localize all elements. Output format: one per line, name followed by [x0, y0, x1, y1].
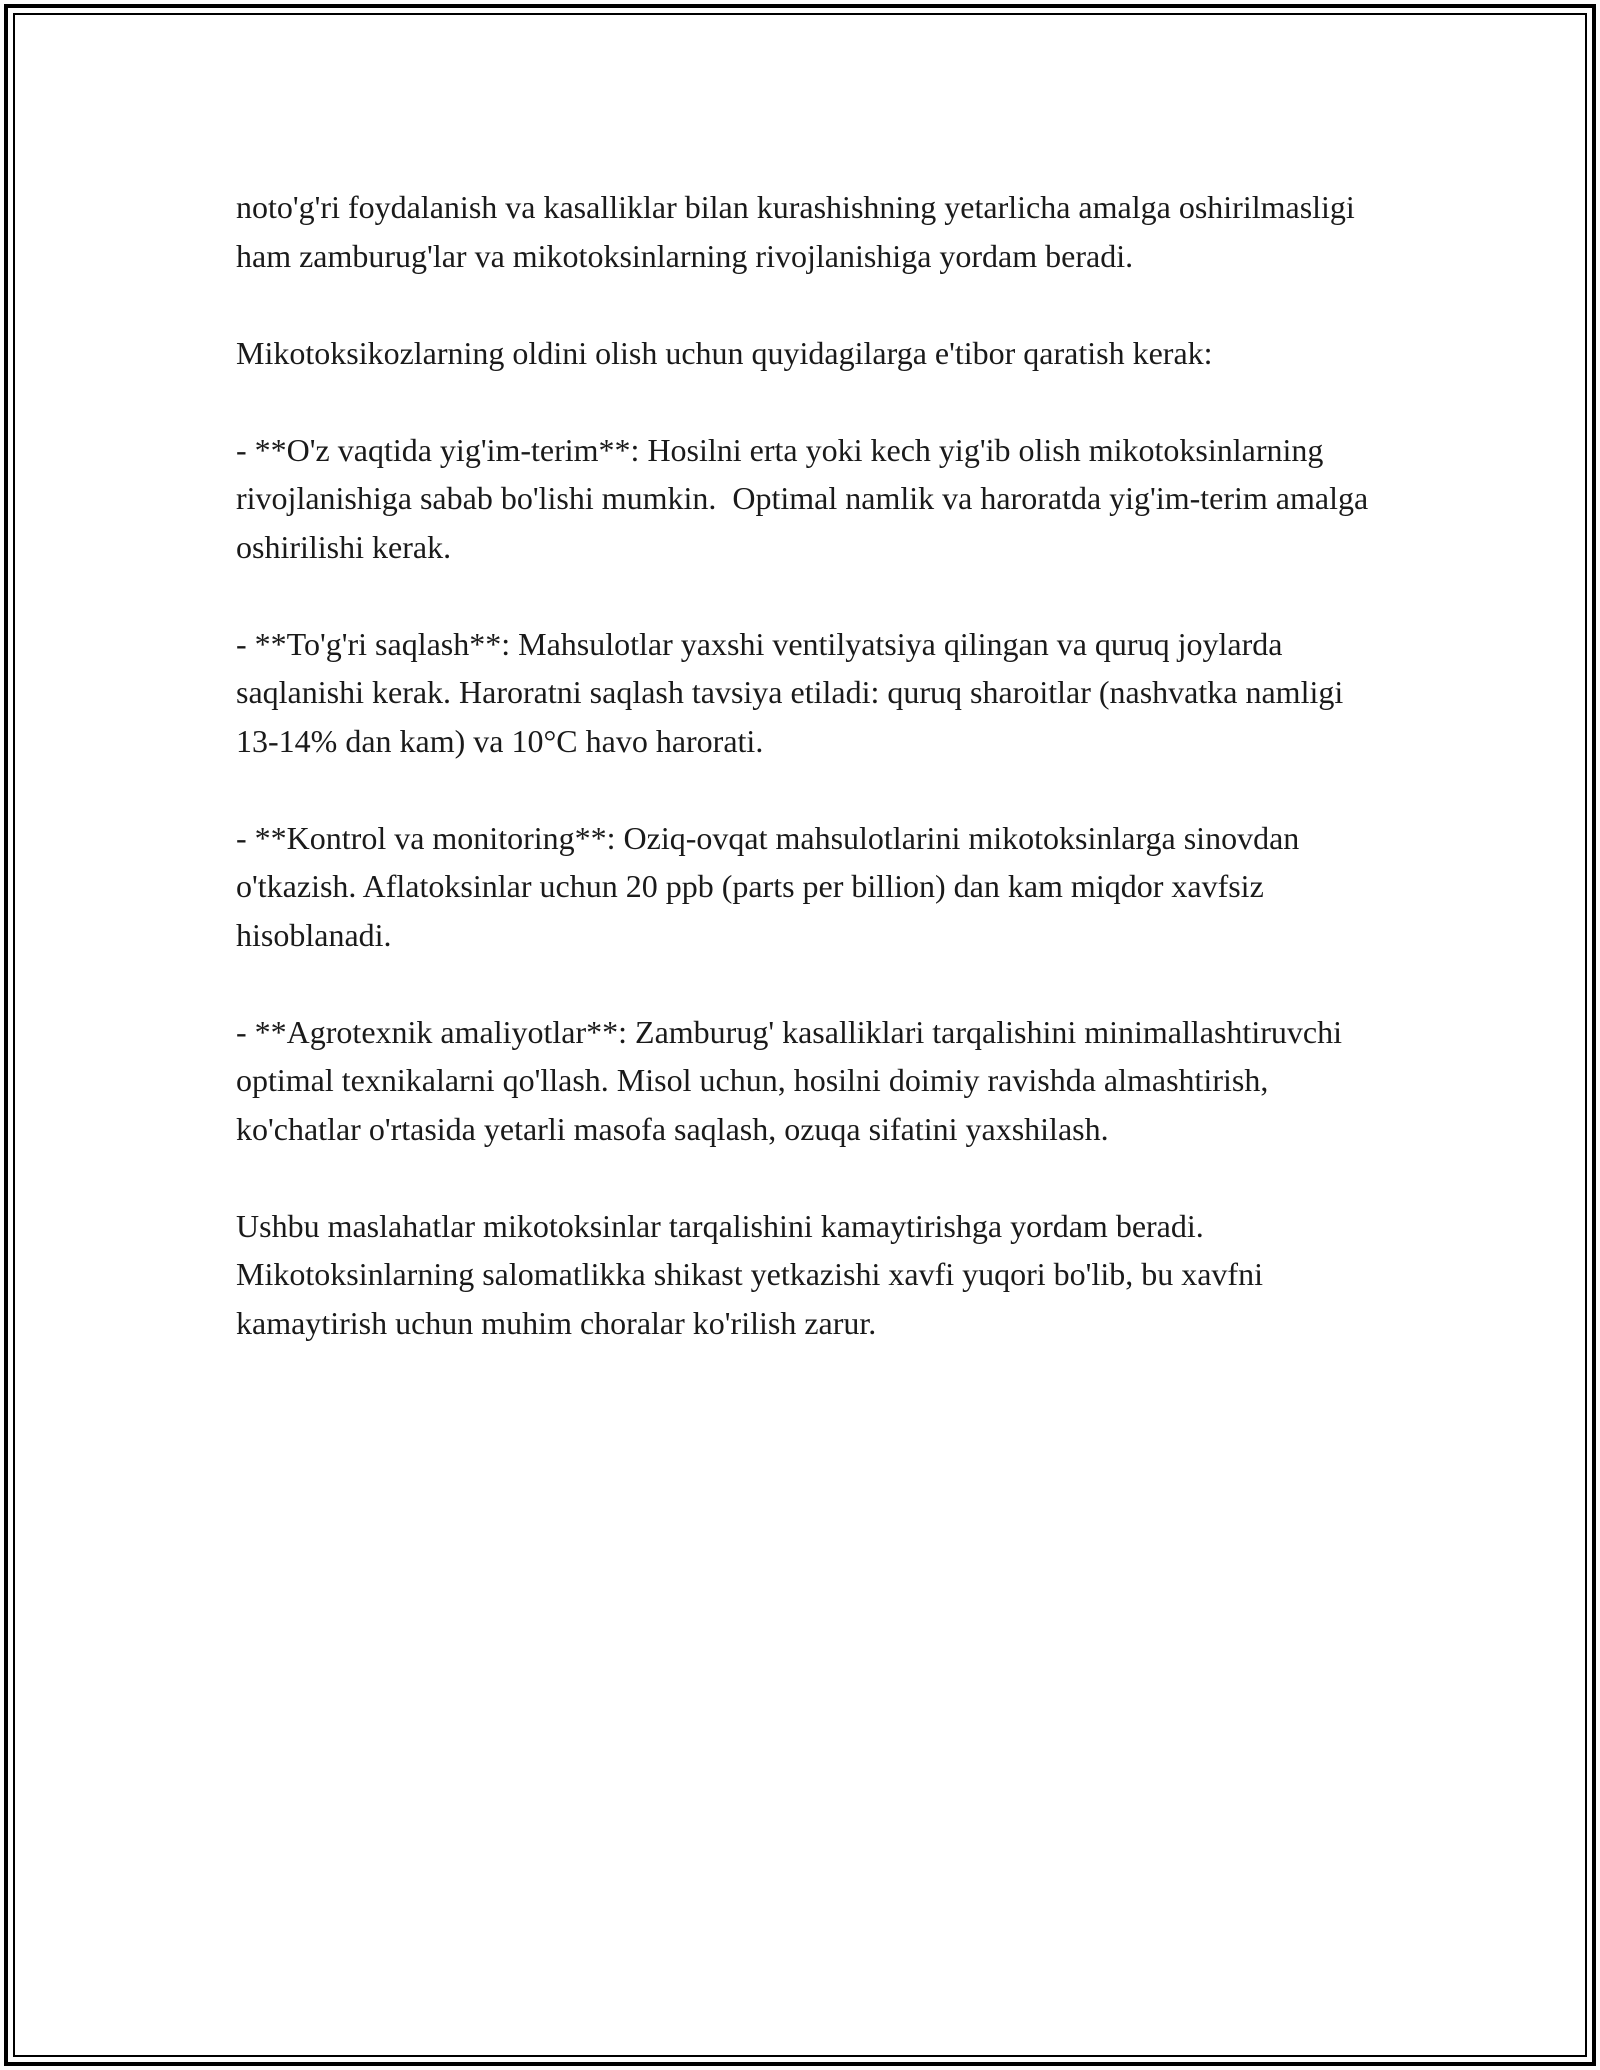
list-item-agrotechnical-practices: - **Agrotexnik amaliyotlar**: Zamburug' kasalliklari tarqalishini minimallashtiruvchi optimal texnikalarni qo'llash. Misol uchun, hosilni doimiy ravishda almashtirish, ko'chatlar o'rtasida yetarli masofa saqlash, ozuqa sifatini yaxshilash.: [236, 1013, 1350, 1147]
list-item-proper-storage: - **To'g'ri saqlash**: Mahsulotlar yaxshi ventilyatsiya qilingan va quruq joylarda saqlanishi kerak. Haroratni saqlash tavsiya etiladi: quruq sharoitlar (nashvatka namligi 13-14% dan kam) va 10°C havo harorati.: [236, 625, 1352, 759]
paragraph-intro-continuation: noto'g'ri foydalanish va kasalliklar bilan kurashishning yetarlicha amalga oshirilmasligi ham zamburug'lar va mikotoksinlarning rivojlanishiga yordam beradi.: [236, 189, 1363, 274]
paragraph-prevention-heading: Mikotoksikozlarning oldini olish uchun quyidagilarga e'tibor qaratish kerak:: [236, 334, 1213, 371]
document-body: [236, 183, 1386, 1347]
list-item-harvest-timing: - **O'z vaqtida yig'im-terim**: Hosilni erta yoki kech yig'ib olish mikotoksinlarning rivojlanishiga sabab bo'lishi mumkin. Optimal namlik va haroratda yig'im-terim amalga oshirilishi kerak.: [236, 431, 1377, 565]
paragraph-conclusion: Ushbu maslahatlar mikotoksinlar tarqalishini kamaytirishga yordam beradi. Mikotoksinlarning salomatlikka shikast yetkazishi xavfi yuqori bo'lib, bu xavfni kamaytirish uchun muhim choralar ko'rilish zarur.: [236, 1207, 1271, 1341]
list-item-control-monitoring: - **Kontrol va monitoring**: Oziq-ovqat mahsulotlarini mikotoksinlarga sinovdan o'tkazish. Aflatoksinlar uchun 20 ppb (parts per billion) dan kam miqdor xavfsiz hisoblanadi.: [236, 819, 1308, 953]
